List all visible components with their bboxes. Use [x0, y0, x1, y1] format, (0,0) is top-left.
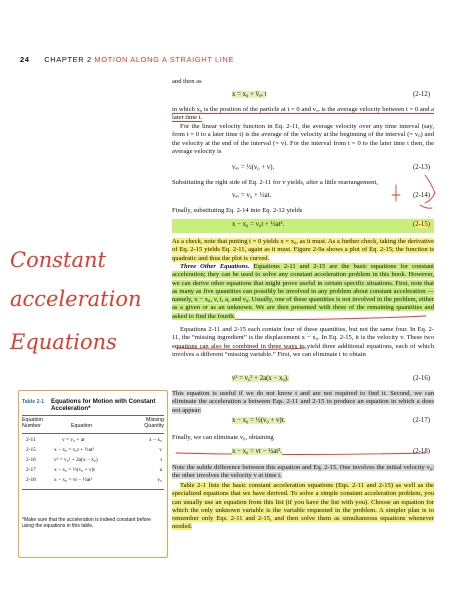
table-row — [22, 467, 164, 476]
table-cell-equation: v = v₀ + at — [62, 437, 85, 443]
equation-formula: x − x₀ = v₀t + ½at². — [232, 221, 285, 228]
equation-formula: v² = v₀² + 2a(x − x₀). — [232, 375, 289, 382]
equation-formula: x = x₀ + v̄ₐᵥ t — [232, 91, 267, 98]
table-header-rule — [22, 433, 164, 434]
table-cell-equation: v² = v₀² + 2a(x − x₀) — [54, 457, 98, 463]
paragraph-text: Table 2-1 lists the basic constant acceleration equations (Eqs. 2-11 and 2-15) as well as the specialized equations that we have derived. To solve a simple constant acceleration problem, you can usually use an equation from this list (if you have the list with you). Choose an equation for which the only unknown variable is the variable requested in the problem. A simpler plan is to remember only Eqs. 2-11 and 2-15, and then solve them as simultaneous equations whenever needed. — [172, 482, 434, 531]
equation-formula: vₐᵥ = ½(v₀ + v). — [232, 164, 275, 171]
paragraph-three-other-equations — [172, 263, 434, 321]
handwritten-note-acceleration: acceleration — [10, 287, 142, 311]
equation-2-15 — [172, 219, 434, 233]
equation-2-17 — [172, 416, 434, 428]
paragraph-x0-definition — [172, 106, 434, 123]
equation-number: (2-12) — [413, 91, 430, 98]
table-cell-number: 2-16 — [26, 457, 36, 463]
chapter-label: CHAPTER 2 — [44, 55, 92, 64]
paragraph-intro: and then as — [172, 78, 202, 85]
table-cell-equation: x − x₀ = v₀t + ½at² — [54, 447, 95, 453]
table-cell-number: 2-15 — [26, 447, 36, 453]
equation-number: (2-15) — [413, 221, 430, 228]
table-header-missing: Missing Quantity — [144, 417, 164, 430]
handwritten-note-equations: Equations — [10, 330, 117, 354]
paragraph-table-summary — [172, 482, 434, 532]
handwritten-note-constant: Constant — [10, 248, 106, 272]
paragraph-finally-substituting: Finally, substituting Eq. 2-14 into Eq. 2-12 yields — [172, 207, 303, 214]
table-cell-missing: a — [159, 467, 162, 473]
table-cell-number: 2-11 — [26, 437, 36, 443]
equation-number: (2-17) — [413, 417, 430, 424]
table-label: Table 2-1 — [22, 399, 45, 405]
table-footnote: *Make sure that the acceleration is indeed constant before using the equations in this table. — [22, 517, 151, 529]
table-2-1 — [18, 390, 168, 558]
table-row — [22, 437, 164, 446]
section-lead: Three Other Equations. — [180, 263, 250, 270]
table-row — [22, 477, 164, 486]
chapter-title: MOTION ALONG A STRAIGHT LINE — [94, 55, 235, 64]
paragraph-substituting: Substituting the right side of Eq. 2-11 for v yields, after a little rearrangement, — [172, 179, 378, 186]
table-cell-number: 2-18 — [26, 477, 36, 483]
equation-number: (2-14) — [413, 192, 430, 199]
paragraph-missing-ingredient: Equations 2-11 and 2-15 each contain four of these quantities, but not the same four. In Eq. 2-11, the “missing ingredient” is the displacement x − x₀. In Eq. 2-15, it is the velocity v. These two equations can also be combined in three ways to yield three additional equations, each of which involves a different “missing variable.” First, we can eliminate t to obtain — [172, 326, 434, 358]
equation-2-16 — [172, 374, 434, 386]
table-row — [22, 457, 164, 466]
table-cell-missing: x − x₀ — [148, 437, 162, 443]
equation-2-13 — [172, 163, 434, 175]
table-cell-missing: v₀ — [157, 477, 162, 483]
table-cell-missing: v — [159, 447, 162, 453]
table-top-rule — [22, 415, 164, 416]
equation-2-14 — [172, 191, 434, 203]
paragraph-text: This equation is useful if we do not know t and are not required to find it. Second, we can eliminate the acceleration a between Eqs. 2-11 and 2-15 to produce an equation in which a does not appear: — [172, 390, 434, 414]
table-header-number: Equation Number — [22, 417, 43, 430]
table-cell-equation: x − x₀ = ½(v₀ + v)t — [54, 467, 95, 473]
paragraph-average-velocity: For the linear velocity function in Eq. 2-11, the average velocity over any time interval (say, from t = 0 to a later time t) is the average of the velocity at the beginning of the interval (= v₀) and the velocity at the end of the interval (= v). For the interval from t = 0 to the later time t then, the average velocity is — [172, 123, 434, 155]
paragraph-eliminate-a — [172, 390, 434, 415]
table-title: Equations for Motion with Constant Acceleration* — [51, 398, 156, 412]
equation-formula: vₐᵥ = v₀ + ½at. — [232, 192, 272, 199]
equation-2-18 — [172, 447, 434, 459]
table-header-equation: Equation — [71, 423, 92, 429]
equation-2-12 — [172, 90, 434, 102]
paragraph-eliminate-v0: Finally, we can eliminate v₀, obtaining — [172, 434, 274, 441]
equation-formula: x − x₀ = vt − ½at². — [232, 448, 282, 455]
page-number: 24 — [20, 55, 30, 64]
page-header — [20, 55, 234, 64]
table-row — [22, 447, 164, 456]
equation-number: (2-18) — [413, 448, 430, 455]
equation-number: (2-16) — [413, 375, 430, 382]
paragraph-text: in which x₀ is the position of the particle at t = 0 and vₐᵥ is the average velocity between t = 0 and a later time t. — [172, 106, 434, 122]
table-cell-number: 2-17 — [26, 467, 36, 473]
table-cell-equation: x − x₀ = vt − ½at² — [54, 477, 93, 483]
paragraph-check — [172, 238, 434, 263]
paragraph-text: As a check, note that putting t = 0 yields x = x₀, as it must. As a further check, taking the derivative of Eq. 2-15 yields Eq. 2-11, again as it must. Figure 2-9a shows a plot of Eq. 2-15; the function is quadratic and thus the plot is curved. — [172, 238, 434, 262]
equation-number: (2-13) — [413, 164, 430, 171]
paragraph-text: Note the subtle difference between this equation and Eq. 2-15. One involves the initial velocity v₀; the other involves the velocity v at time t. — [172, 464, 434, 480]
table-bottom-rule — [22, 489, 164, 490]
paragraph-subtle-difference — [172, 464, 434, 481]
equation-formula: x − x₀ = ½(v₀ + v)t. — [232, 417, 286, 424]
table-cell-missing: t — [160, 457, 162, 463]
paragraph-text: Equations 2-11 and 2-15 are the basic equations for constant acceleration; they can be used to solve any constant acceleration problem in this book. However, we can derive other equations that might prove useful in certain specific situations. First, note that as many as five quantities can possibly be involved in any problem about constant acceleration — namely, x − x₀, v, t, a, and v₀. Usually, one of these quantities is not involved in the problem, either as a given or as an unknown. We are then presented with three of the remaining quantities and asked to find the fourth. — [172, 263, 434, 320]
